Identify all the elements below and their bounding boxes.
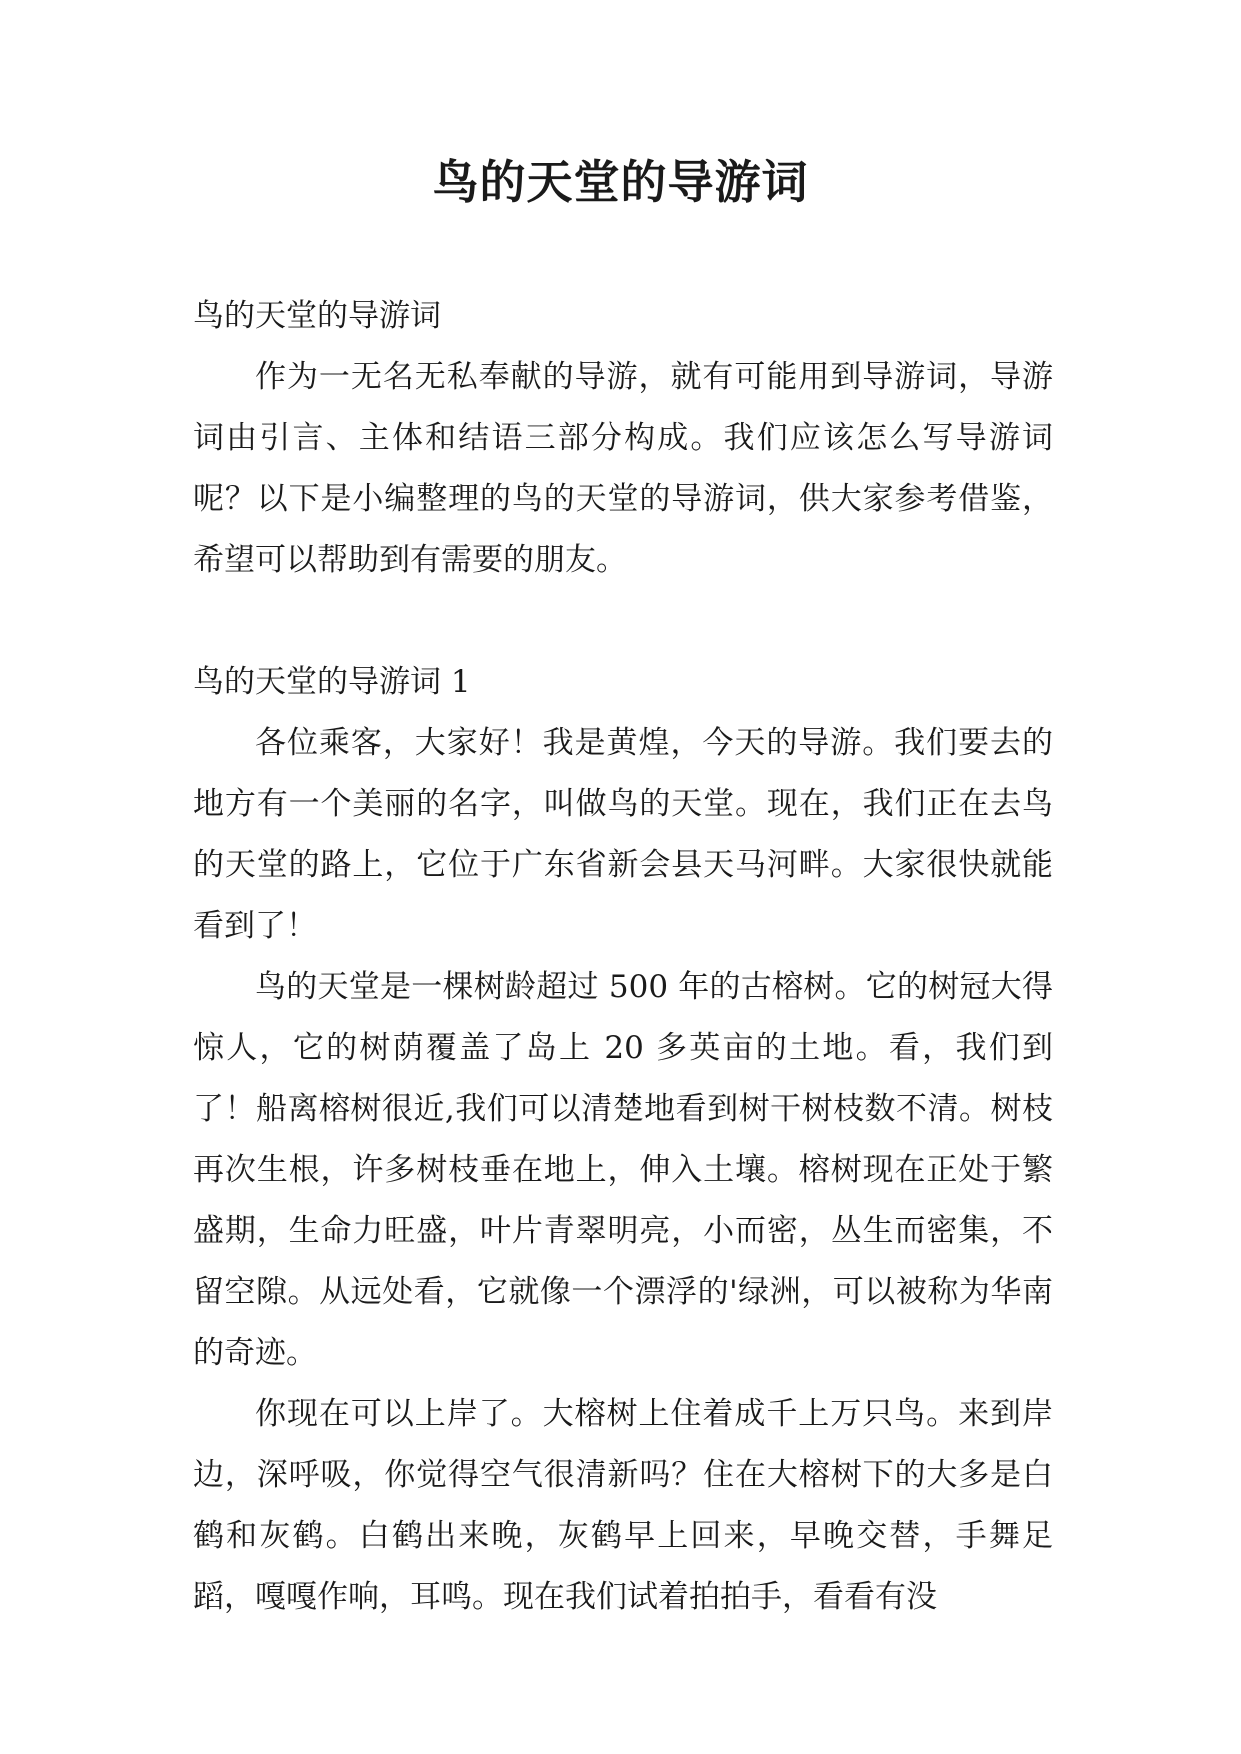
intro-heading: 鸟的天堂的导游词 [193, 298, 441, 334]
section1-paragraph-1: 各位乘客，大家好！我是黄煌，今天的导游。我们要去的地方有一个美丽的名字，叫做鸟的天堂。现在，我们正在去鸟的天堂的路上，它位于广东省新会县天马河畔。大家很快就能看到了！ [193, 725, 1053, 944]
intro-paragraph: 作为一无名无私奉献的导游，就有可能用到导游词，导游词由引言、主体和结语三部分构成。我们应该怎么写导游词呢？以下是小编整理的鸟的天堂的导游词，供大家参考借鉴，希望可以帮助到有需要的朋友。 [193, 359, 1053, 578]
document-title: 鸟的天堂的导游词 [432, 155, 809, 209]
section-spacer [193, 591, 1053, 652]
document-body [193, 286, 1053, 1628]
section1-paragraph-2: 鸟的天堂是一棵树龄超过 500 年的古榕树。它的树冠大得惊人，它的树荫覆盖了岛上 20 多英亩的土地。看，我们到了！船离榕树很近,我们可以清楚地看到树干树枝数不清。树枝再次生根，许多树枝垂在地上，伸入土壤。榕树现在正处于繁盛期，生命力旺盛，叶片青翠明亮，小而密，丛生而密集，不留空隙。从远处看，它就像一个漂浮的'绿洲，可以被称为华南的奇迹。 [193, 969, 1053, 1371]
section1-paragraph-3: 你现在可以上岸了。大榕树上住着成千上万只鸟。来到岸边，深呼吸，你觉得空气很清新吗？住在大榕树下的大多是白鹤和灰鹤。白鹤出来晚，灰鹤早上回来，早晚交替，手舞足蹈，嘎嘎作响，耳鸣。现在我们试着拍拍手，看看有没 [193, 1396, 1053, 1615]
section1-heading: 鸟的天堂的导游词 1 [193, 664, 471, 700]
